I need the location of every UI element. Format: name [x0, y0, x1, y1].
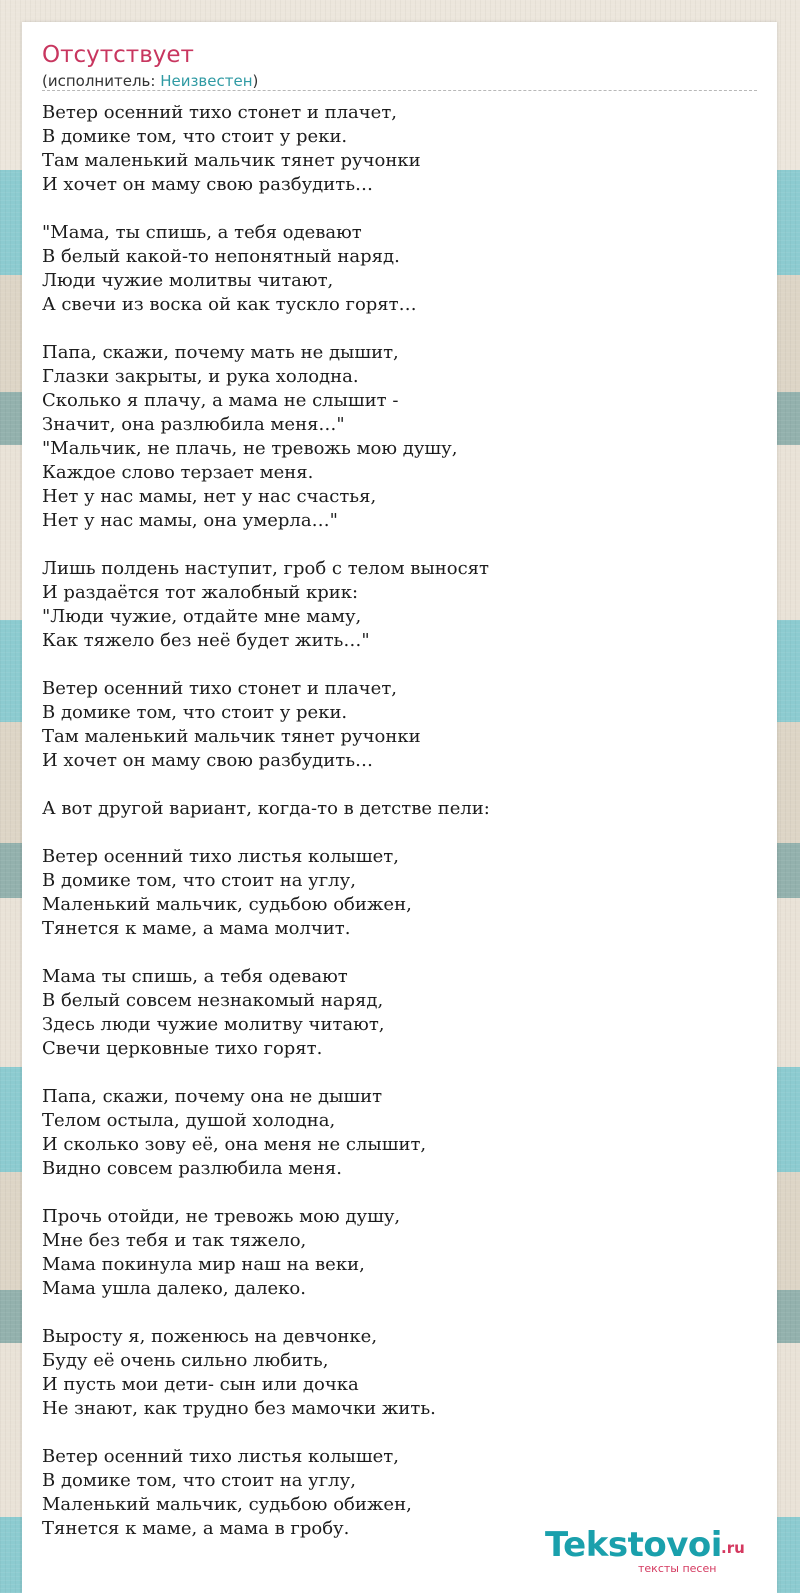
artist-line [42, 71, 258, 91]
logo-tld: .ru [721, 1539, 745, 1557]
lyrics-text: Ветер осенний тихо стонет и плачет, В домике том, что стоит у реки. Там маленький мальчик тянет ручонки И хочет он маму свою разбудить… "Мама, ты спишь, а тебя одевают В белый какой-то непонятный наряд. Люди чужие молитвы читают, А свечи из воска ой как тускло горят… Папа, скажи, почему мать не дышит, Глазки закрыты, и рука холодна. Сколько я плачу, а мама не слышит - Значит, она разлюбила меня…" "Мальчик, не плачь, не тревожь мою душу, Каждое слово терзает меня. Нет у нас мамы, нет у нас счастья, Нет у нас мамы, она умерла…" Лишь полдень наступит, гроб с телом выносят И раздаётся тот жалобный крик: "Люди чужие, отдайте мне маму, Как тяжело без неё будет жить…" Ветер осенний тихо стонет и плачет, В домике том, что стоит у реки. Там маленький мальчик тянет ручонки И хочет он маму свою разбудить… А вот другой вариант, когда-то в детстве пели: Ветер осенний тихо листья колышет, В домике том, что стоит на углу, Маленький мальчик, судьбою обижен, Тянется к маме, а мама молчит. Мама ты спишь, а тебя одевают В белый совсем незнакомый наряд, Здесь люди чужие молитву читают, Свечи церковные тихо горят. Папа, скажи, почему она не дышит Телом остыла, душой холодна, И сколько зову её, она меня не слышит, Видно совсем разлюбила меня. Прочь отойди, не тревожь мою душу, Мне без тебя и так тяжело, Мама покинула мир наш на веки, Мама ушла далеко, далеко. Выросту я, поженюсь на девчонке, Буду её очень сильно любить, И пусть мои дети- сын или дочка Не знают, как трудно без мамочки жить. Ветер осенний тихо листья колышет, В домике том, что стоит на углу, Маленький мальчик, судьбою обижен, Тянется к маме, а мама в гробу. [42, 102, 490, 1539]
logo-wordmark: Tekstovoi [545, 1525, 722, 1565]
lyrics-card [22, 22, 777, 1593]
artist-suffix: ) [252, 72, 259, 90]
artist-prefix: (исполнитель: [42, 72, 161, 90]
site-logo[interactable] [545, 1525, 755, 1581]
title-divider [42, 90, 757, 91]
logo-tagline: тексты песен [638, 1562, 717, 1575]
artist-link[interactable]: Неизвестен [160, 72, 253, 90]
song-title: Отсутствует [42, 42, 194, 68]
